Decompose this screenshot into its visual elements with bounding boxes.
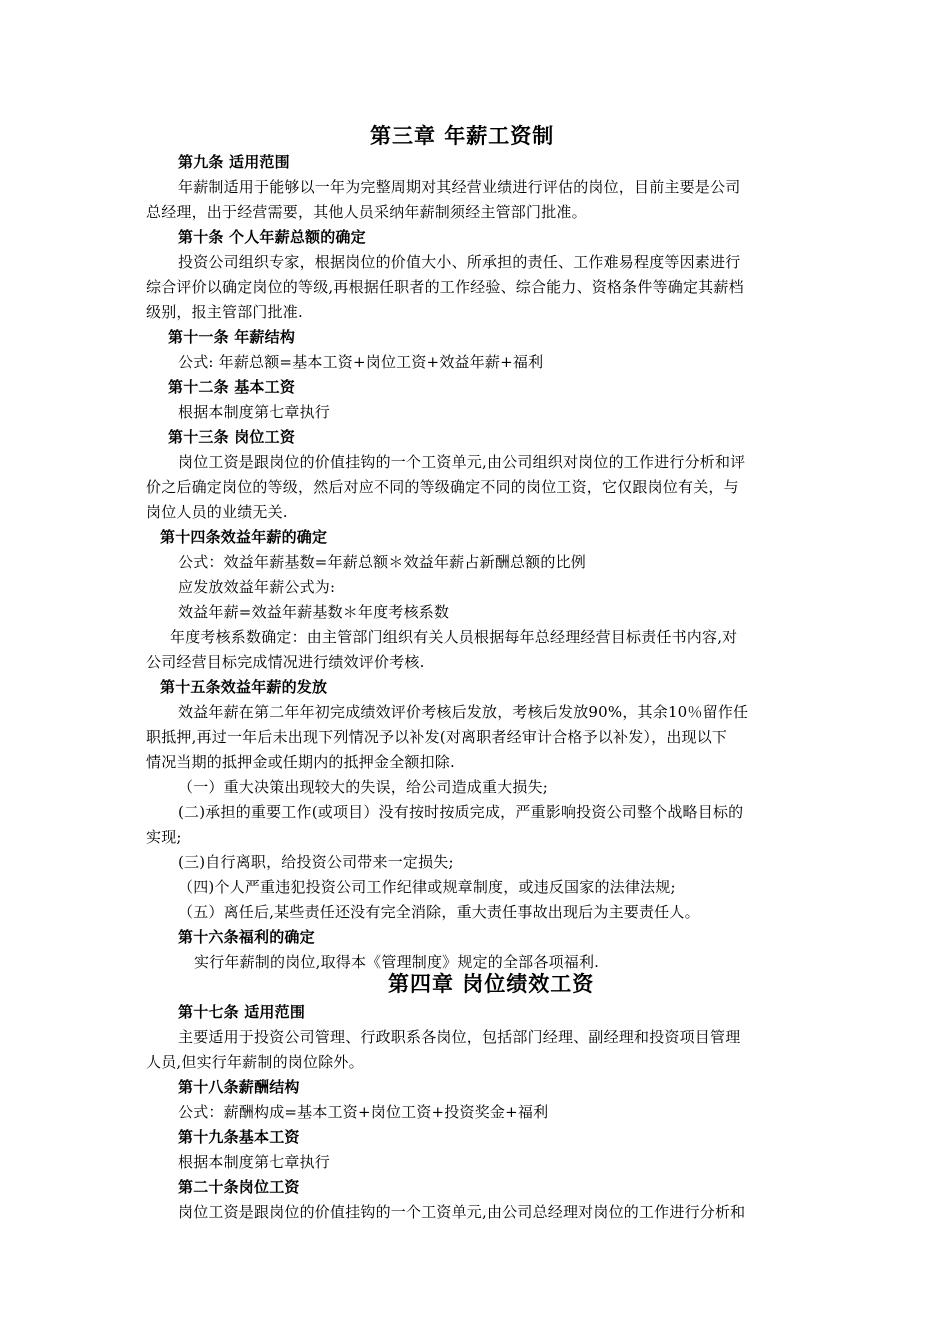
article-15-heading: 第十五条效益年薪的发放 xyxy=(160,678,328,696)
article-15-item-2: (二)承担的重要工作(或项目）没有按时按质完成，严重影响投资公司整个战略目标的 xyxy=(178,803,744,821)
article-14-heading: 第十四条效益年薪的确定 xyxy=(160,528,328,546)
article-18-heading: 第十八条薪酬结构 xyxy=(178,1078,300,1096)
article-15-line-2: 职抵押,再过一年后未出现下列情况予以补发(对离职者经审计合格予以补发），出现以下 xyxy=(146,728,728,746)
article-13-line-2: 价之后确定岗位的等级，然后对应不同的等级确定不同的岗位工资，它仅跟岗位有关，与 xyxy=(146,478,739,496)
article-20-line-1: 岗位工资是跟岗位的价值挂钩的一个工资单元,由公司总经理对岗位的工作进行分析和 xyxy=(178,1203,746,1221)
article-9-heading: 第九条 适用范围 xyxy=(178,153,290,171)
article-18-line-1: 公式：薪酬构成=基本工资+岗位工资+投资奖金+福利 xyxy=(178,1103,549,1121)
article-10-line-1: 投资公司组织专家，根据岗位的价值大小、所承担的责任、工作难易程度等因素进行 xyxy=(178,253,741,271)
article-15-item-2-cont: 实现; xyxy=(146,828,182,846)
article-17-line-1: 主要适用于投资公司管理、行政职系各岗位，包括部门经理、副经理和投资项目管理 xyxy=(178,1028,741,1046)
chapter-4-title: 第四章 岗位绩效工资 xyxy=(388,971,595,996)
article-15-item-1: （一）重大决策出现较大的失误，给公司造成重大损失; xyxy=(178,778,549,796)
article-14-line-3: 效益年薪=效益年薪基数＊年度考核系数 xyxy=(178,603,450,621)
article-19-line-1: 根据本制度第七章执行 xyxy=(178,1153,331,1171)
article-19-heading: 第十九条基本工资 xyxy=(178,1128,300,1146)
article-14-line-4: 年度考核系数确定：由主管部门组织有关人员根据每年总经理经营目标责任书内容,对 xyxy=(170,628,738,646)
article-15-item-3: (三)自行离职，给投资公司带来一定损失; xyxy=(178,853,454,871)
article-15-item-5: （五）离任后,某些责任还没有完全消除，重大责任事故出现后为主要责任人。 xyxy=(178,903,700,921)
article-15-item-4: （四)个人严重违犯投资公司工作纪律或规章制度，或违反国家的法律法规; xyxy=(178,878,676,896)
article-9-line-2: 总经理，出于经营需要，其他人员采纳年薪制须经主管部门批准。 xyxy=(146,203,587,221)
article-14-line-5: 公司经营目标完成情况进行绩效评价考核. xyxy=(146,653,425,671)
article-16-line-1: 实行年薪制的岗位,取得本《管理制度》规定的全部各项福利. xyxy=(194,953,600,971)
article-17-line-2: 人员,但实行年薪制的岗位除外。 xyxy=(146,1053,364,1071)
article-11-line-1: 公式: 年薪总额=基本工资+岗位工资+效益年薪+福利 xyxy=(178,353,544,371)
article-20-heading: 第二十条岗位工资 xyxy=(178,1178,300,1196)
article-14-line-2: 应发放效益年薪公式为: xyxy=(178,578,336,596)
article-9-line-1: 年薪制适用于能够以一年为完整周期对其经营业绩进行评估的岗位，目前主要是公司 xyxy=(178,178,741,196)
article-12-line-1: 根据本制度第七章执行 xyxy=(178,403,331,421)
article-15-line-1: 效益年薪在第二年年初完成绩效评价考核后发放，考核后发放90%，其余10％留作任 xyxy=(178,703,749,721)
article-17-heading: 第十七条 适用范围 xyxy=(178,1003,306,1021)
article-13-heading: 第十三条 岗位工资 xyxy=(168,428,296,446)
article-10-heading: 第十条 个人年薪总额的确定 xyxy=(178,228,366,246)
article-10-line-3: 级别，报主管部门批准. xyxy=(146,303,303,321)
article-13-line-3: 岗位人员的业绩无关. xyxy=(146,503,288,521)
article-13-line-1: 岗位工资是跟岗位的价值挂钩的一个工资单元,由公司组织对岗位的工作进行分析和评 xyxy=(178,453,746,471)
article-16-heading: 第十六条福利的确定 xyxy=(178,928,315,946)
article-12-heading: 第十二条 基本工资 xyxy=(168,378,296,396)
article-11-heading: 第十一条 年薪结构 xyxy=(168,328,296,346)
article-15-line-3: 情况当期的抵押金或任期内的抵押金全额扣除. xyxy=(146,753,455,771)
chapter-3-title: 第三章 年薪工资制 xyxy=(370,123,555,148)
article-10-line-2: 综合评价以确定岗位的等级,再根据任职者的工作经验、综合能力、资格条件等确定其薪档 xyxy=(146,278,744,296)
article-14-line-1: 公式：效益年薪基数=年薪总额＊效益年薪占新酬总额的比例 xyxy=(178,553,586,571)
